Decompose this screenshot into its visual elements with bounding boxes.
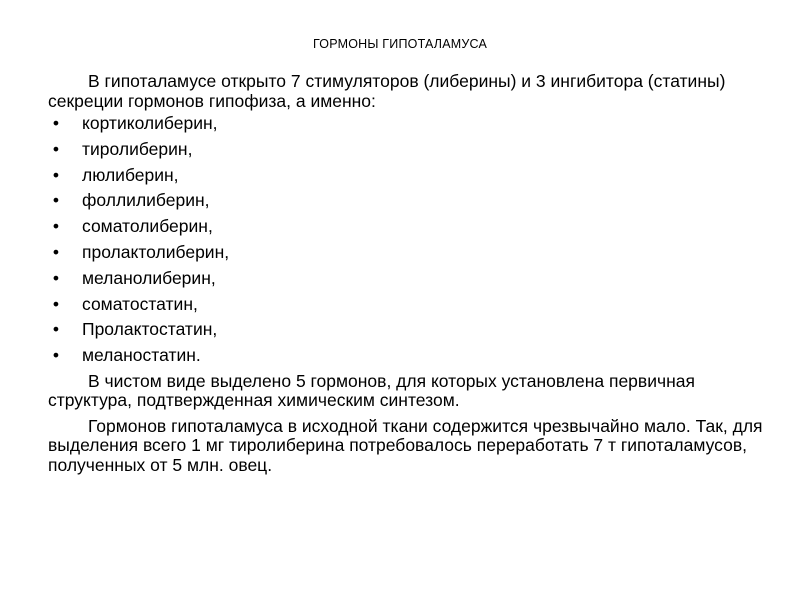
slide-title: ГОРМОНЫ ГИПОТАЛАМУСА [313, 37, 487, 51]
list-item-text: соматостатин, [82, 293, 198, 314]
list-item [48, 217, 768, 243]
list-item [48, 243, 768, 269]
list-item-text: фоллилиберин, [82, 190, 210, 211]
list-item [48, 269, 768, 295]
list-item [48, 140, 768, 166]
bullet-icon: • [52, 113, 60, 133]
list-item-text: люлиберин, [82, 164, 179, 185]
list-item-text: меланолиберин, [82, 267, 216, 288]
list-item-text: меланостатин. [82, 345, 201, 366]
bullet-icon: • [52, 293, 60, 314]
bullet-icon: • [52, 216, 60, 237]
list-item-text: Пролактостатин, [82, 319, 218, 340]
intro-paragraph: В гипоталамусе открыто 7 стимуляторов (либерины) и 3 ингибитора (статины) секреции гормонов гипофиза, а именно: [48, 71, 726, 111]
list-item [48, 114, 768, 140]
bullet-icon: • [52, 138, 60, 159]
list-item [48, 166, 768, 192]
bullet-icon: • [52, 319, 60, 340]
bullet-icon: • [52, 164, 60, 185]
slide-content [48, 72, 768, 481]
list-item-text: пролактолиберин, [82, 241, 230, 262]
list-item-text: соматолиберин, [82, 216, 213, 237]
list-item [48, 346, 768, 372]
quantity-paragraph: Гормонов гипоталамуса в исходной ткани содержится чрезвычайно мало. Так, для выделения всего 1 мг тиролиберина потребовалось переработать 7 т гипоталамусов, полученных от 5 млн. овец. [48, 415, 763, 475]
synthesis-paragraph: В чистом виде выделено 5 гормонов, для которых установлена первичная структура, подтвержденная химическим синтезом. [48, 370, 695, 411]
list-item [48, 191, 768, 217]
bullet-icon: • [52, 190, 60, 211]
list-item-text: кортиколиберин, [82, 113, 218, 133]
hormone-list [48, 114, 768, 372]
list-item [48, 295, 768, 321]
bullet-icon: • [52, 241, 60, 262]
list-item-text: тиролиберин, [82, 138, 193, 159]
bullet-icon: • [52, 345, 60, 366]
list-item [48, 320, 768, 346]
bullet-icon: • [52, 267, 60, 288]
